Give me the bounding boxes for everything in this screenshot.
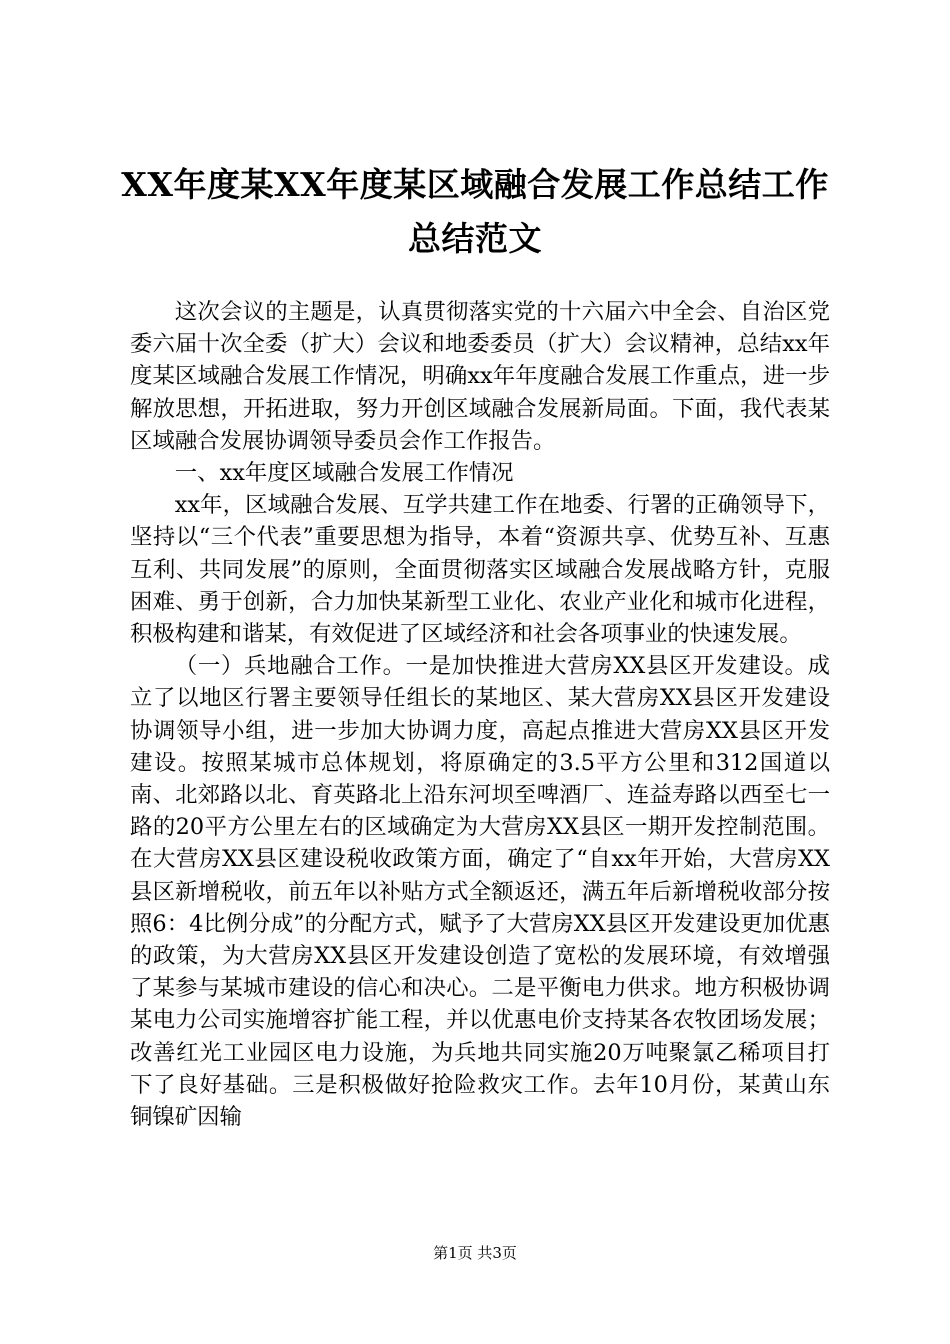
document-body (130, 296, 830, 1133)
document-title: XX年度某XX年度某区域融合发展工作总结工作总结范文 (121, 165, 829, 258)
section-heading: 一、xx年度区域融合发展工作情况 (174, 460, 514, 487)
page-number-footer: 第1页 共3页 (433, 1244, 517, 1262)
paragraph-overview: xx年，区域融合发展、互学共建工作在地委、行署的正确领导下，坚持以“三个代表”重要思想为指导，本着“资源共享、优势互补、互惠互利、共同发展”的原则，全面贯彻落实区域融合发展战略方针，克服困难、勇于创新，合力加快某新型工业化、农业产业化和城市化进程，积极构建和谐某，有效促进了区域经济和社会各项事业的快速发展。 (130, 492, 830, 648)
paragraph-military-civil-integration: （一）兵地融合工作。一是加快推进大营房XX县区开发建设。成立了以地区行署主要领导任组长的某地区、某大营房XX县区开发建设协调领导小组，进一步加大协调力度，高起点推进大营房XX县区开发建设。按照某城市总体规划，将原确定的3.5平方公里和312国道以南、北郊路以北、育英路北上沿东河坝至啤酒厂、连益寿路以西至七一路的20平方公里左右的区域确定为大营房XX县区一期开发控制范围。在大营房XX县区建设税收政策方面，确定了“自xx年开始，大营房XX县区新增税收，前五年以补贴方式全额返还，满五年后新增税收部分按照6：4比例分成”的分配方式，赋予了大营房XX县区开发建设更加优惠的政策，为大营房XX县区开发建设创造了宽松的发展环境，有效增强了某参与某城市建设的信心和决心。二是平衡电力供求。地方积极协调某电力公司实施增容扩能工程，并以优惠电价支持某各农牧团场发展；改善红光工业园区电力设施，为兵地共同实施20万吨聚氯乙稀项目打下了良好基础。三是积极做好抢险救灾工作。去年10月份，某黄山东铜镍矿因输 (130, 653, 830, 1131)
paragraph-intro: 这次会议的主题是，认真贯彻落实党的十六届六中全会、自治区党委六届十次全委（扩大）会议和地委委员（扩大）会议精神，总结xx年度某区域融合发展工作情况，明确xx年年度融合发展工作重点，进一步解放思想，开拓进取，努力开创区域融合发展新局面。下面，我代表某区域融合发展协调领导委员会作工作报告。 (130, 299, 830, 454)
